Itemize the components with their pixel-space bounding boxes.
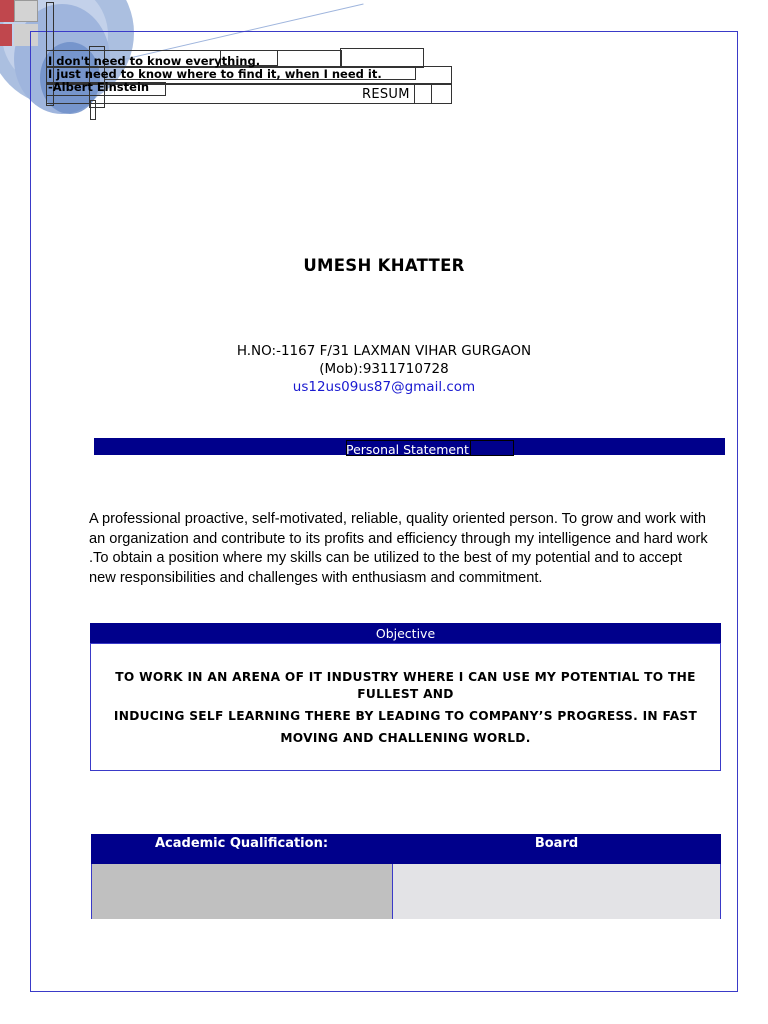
table-header-label: Board (534, 836, 579, 851)
objective-text-1: TO WORK IN AN ARENA OF IT INDUSTRY WHERE I CAN USE MY POTENTIAL TO THE FULLEST AND (115, 670, 696, 701)
decorative-square (14, 0, 38, 22)
section-bar-objective (90, 623, 721, 643)
section-heading: Objective (375, 626, 436, 641)
quote-line: I don't need to know everything. (48, 54, 261, 68)
email-link[interactable]: us12us09us87@gmail.com (292, 379, 476, 395)
section-heading: Personal Statement (346, 442, 469, 457)
table-header-qualification (91, 834, 392, 864)
quote-line: I just need to know where to find it, when I need it. (48, 67, 382, 81)
frame-box (470, 440, 514, 456)
decorative-square (0, 0, 14, 22)
candidate-name: UMESH KHATTER (303, 256, 465, 275)
frame-box (414, 84, 432, 104)
address: H.NO:-1167 F/31 LAXMAN VIHAR GURGAON (236, 343, 532, 359)
table-header-label: Academic Qualification: (154, 836, 329, 851)
table-header-board (392, 834, 721, 864)
personal-statement-text: A professional proactive, self-motivated, reliable, quality oriented person. To grow and work with an organization and contribute to its profits and efficiency through my intelligence and hard work .To obtain a position where my skills can be utilized to the best of my potential and to accept new responsibilities and challenges with enthusiasm and commitment. (89, 511, 708, 587)
decorative-square (0, 24, 12, 46)
quote-author: -Albert Einstein (48, 80, 150, 94)
table-cell (91, 864, 392, 919)
resume-label: RESUM (362, 87, 410, 102)
frame-box (340, 48, 424, 68)
frame-box (90, 100, 96, 120)
mobile-number: (Mob):9311710728 (319, 361, 449, 377)
table-cell (392, 864, 721, 919)
objective-text-2: INDUCING SELF LEARNING THERE BY LEADING TO COMPANY’S PROGRESS. IN FAST MOVING AND CHALLENING WORLD. (113, 709, 698, 745)
